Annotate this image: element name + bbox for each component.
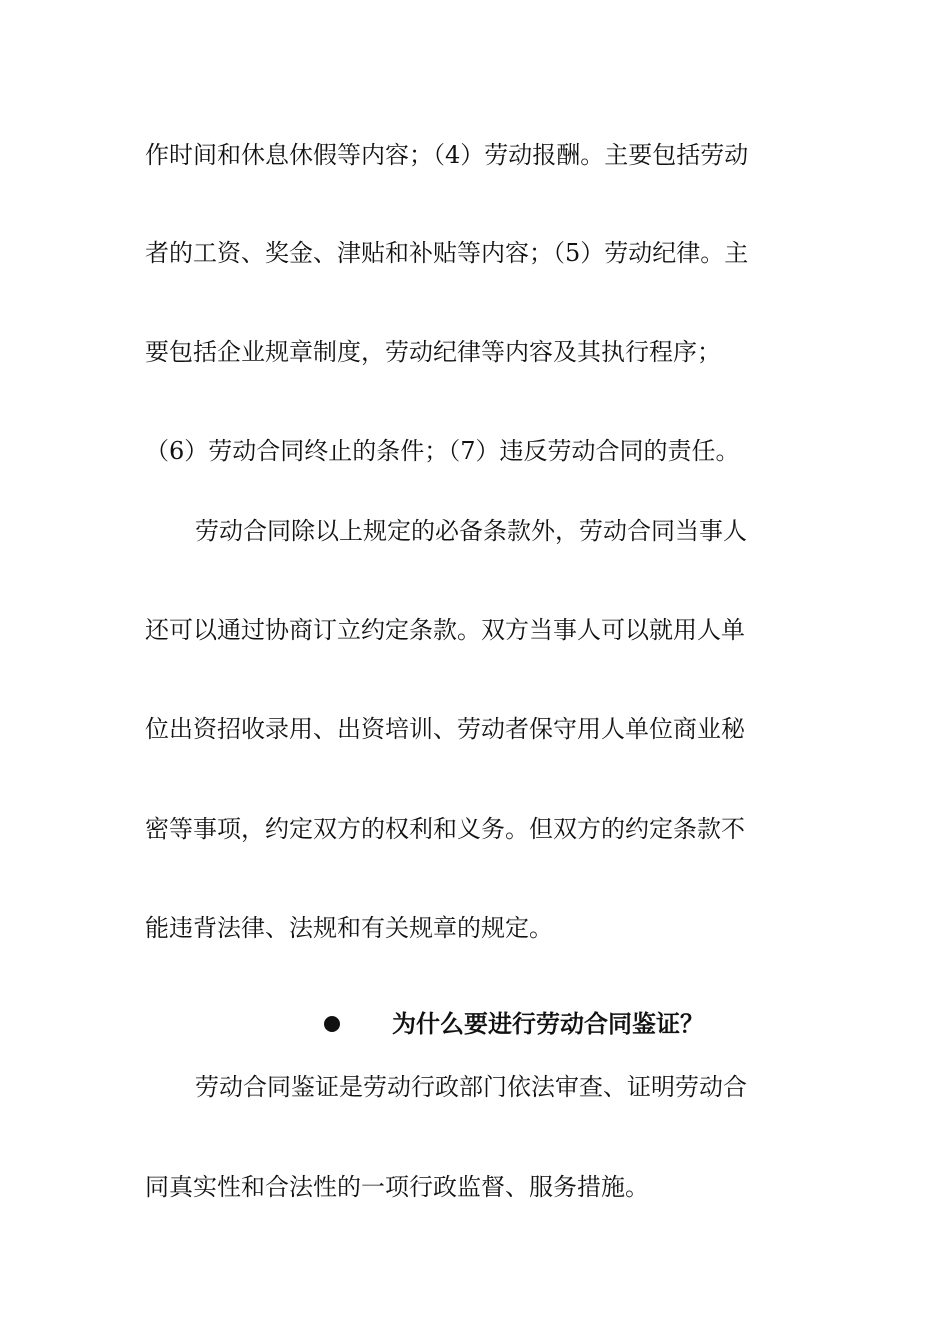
paragraph-line: 还可以通过协商订立约定条款。双方当事人可以就用人单 [145,616,745,644]
paragraph-line: （6）劳动合同终止的条件；（7）违反劳动合同的责任。 [145,437,740,465]
section-heading-text: 为什么要进行劳动合同鉴证？ [392,1008,704,1038]
paragraph-line: 能违背法律、法规和有关规章的规定。 [145,914,553,942]
paragraph-line: 作时间和休息休假等内容；（4）劳动报酬。主要包括劳动 [145,141,749,169]
paragraph-line: 位出资招收录用、出资培训、劳动者保守用人单位商业秘 [145,715,745,743]
paragraph-line: 要包括企业规章制度，劳动纪律等内容及其执行程序； [145,338,721,366]
paragraph-line: 同真实性和合法性的一项行政监督、服务措施。 [145,1173,649,1201]
bullet-dot-icon [324,1016,340,1032]
paragraph-line: 者的工资、奖金、津贴和补贴等内容；（5）劳动纪律。主 [145,239,749,267]
paragraph-line: 劳动合同鉴证是劳动行政部门依法审查、证明劳动合 [195,1073,747,1101]
paragraph-line: 劳动合同除以上规定的必备条款外，劳动合同当事人 [195,517,747,545]
section-heading [324,1006,744,1042]
paragraph-line: 密等事项，约定双方的权利和义务。但双方的约定条款不 [145,815,745,843]
